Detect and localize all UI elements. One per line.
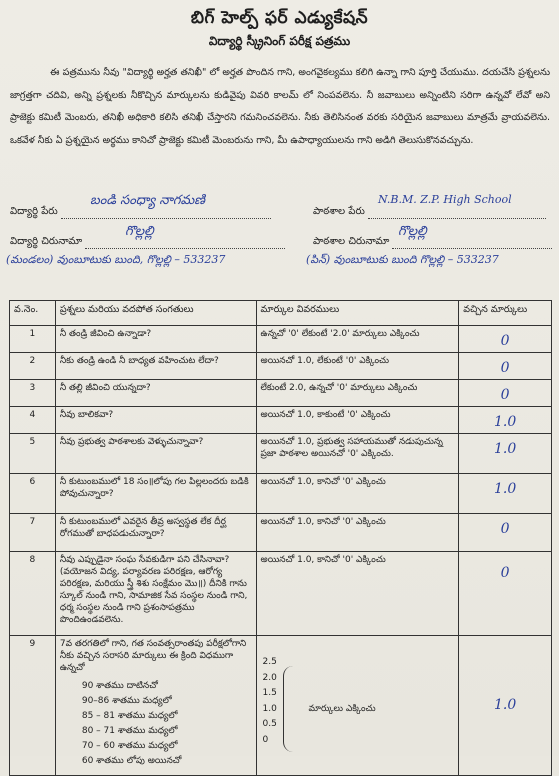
row-question: నీవు ప్రభుత్వ పాఠశాలకు వెళ్ళుచున్నావా?	[55, 434, 256, 474]
row-number: 5	[10, 434, 56, 474]
school-full-address[interactable]: (పిన్) వుంబూటుకు బుంది గొల్లల్లి – 533237	[306, 253, 499, 266]
mark-value: 2.0	[262, 672, 277, 683]
table-row	[10, 552, 552, 636]
row-marks-rule: అయినచో 1.0, లేకుంటే '0' ఎక్కించు	[256, 353, 459, 380]
row-score-cell[interactable]	[459, 407, 552, 434]
table-row	[10, 514, 552, 552]
row-marks-rule: అయినచో 1.0, కానిచో '0' ఎక్కించు	[256, 514, 459, 552]
student-full-address[interactable]: (మండలం) వుంబూటుకు బుంది, గొల్లల్లి – 533237	[6, 253, 226, 266]
school-name-value[interactable]: N.B.M. Z.P. High School	[378, 193, 512, 206]
row-score: 0	[500, 360, 510, 376]
table-row	[10, 407, 552, 434]
row-question-cell	[55, 636, 256, 776]
row-score-cell[interactable]	[459, 636, 552, 776]
school-name-line	[368, 206, 546, 219]
row-score-cell[interactable]	[459, 474, 552, 514]
range-item: 80 – 71 శాతము మధ్యలో	[81, 726, 178, 736]
row-question: నీవు ఎప్పుడైనా సంఘ సేవకుడిగా పని చేసినావా? (వయోజన విద్య, పర్యావరణ పరిరక్షణ, ఆరోగ్య పరిరక్షణ, మరియు స్త్రీ శిశు సంక్షేమం మొ॥) దీనికి గాను స్కూల్ నుండి గాని, సామాజిక సేవ సంస్థల నుండి గాని, ధర్మ సంస్థల నుండి గాని ప్రశంసాపత్రము పొందిఉండవలెను.	[55, 552, 256, 636]
col-header-question: ప్రశ్నలు మరియు వదపోత సంగతులు	[55, 301, 256, 326]
row-number: 2	[10, 353, 56, 380]
grouping-brace	[283, 666, 294, 752]
range-item: 85 – 81 శాతము మధ్యలో	[81, 711, 178, 721]
row-score-cell[interactable]	[459, 353, 552, 380]
row-score: 0	[500, 387, 510, 403]
form-subtitle: విద్యార్థి స్క్రీనింగ్ పరీక్ష పత్రము	[208, 34, 351, 48]
row-marks-rule: లేకుంటే 2.0, ఉన్నచో '0' మార్కులు ఎక్కించు	[256, 380, 459, 407]
row-marks-rule: అయినచో 1.0, ప్రభుత్వ సహాయముతో నడుపుచున్న ప్రజా పాఠశాల అయినచో '0' ఎక్కించు.	[256, 434, 459, 474]
table-row	[10, 353, 552, 380]
table-row	[10, 434, 552, 474]
full-address-line	[0, 247, 559, 277]
row-number: 7	[10, 514, 56, 552]
row-marks-rule: ఉన్నచో '0' లేకుంటే '2.0' మార్కులు ఎక్కించు	[256, 326, 459, 353]
range-item: 90 శాతము దాటినచో	[81, 681, 158, 691]
row-score: 1.0	[494, 481, 517, 497]
row-marks-rule: మార్కులు ఎక్కించు	[308, 704, 376, 714]
row-marks-rule-cell	[256, 636, 459, 776]
table-row	[10, 636, 552, 776]
row-marks-rule: అయినచో 1.0, కాకుంటే '0' ఎక్కించు	[256, 407, 459, 434]
table-header-row	[10, 301, 552, 326]
student-name-label: విద్యార్థి పేరు	[10, 206, 58, 217]
row-score-cell[interactable]	[459, 552, 552, 636]
instructions-paragraph: ఈ పత్రమును నీవు "విద్యార్థి అర్హత తనిఖీ" లో అర్హత పొందిన గాని, అంగవైకల్యము కలిగి ఉన్నా గాని పూర్తి చేయుము. దయచేసి ప్రశ్నలను జాగ్రత్తగా చదివి, అన్ని ప్రశ్నలకు నీకొచ్చిన మార్కులను కుడివైపు వివరి కాలమ్ లో నింపవలెను. నీ జవాబులు అన్నింటిని సరిగా ఉన్నవో లేవో అని ప్రాజెక్టు కమిటీ మెంబరు, తనిఖీ అధికారి కలిసి తనిఖీ చేస్తారని గమనించవలెను. నీకు తెలిసినంత వరకు సరియైన జవాబులు మాత్రమే వ్రాయవలెను. ఒకవేళ నీకు ఏ ప్రశ్నయైన అర్థము కానిచో ప్రాజెక్టు కమిటీ మెంబరును గాని, మీ ఉపాధ్యాయులను గాని అడిగి తెలుసుకొనవచ్చును.	[10, 67, 550, 146]
mark-value: 1.5	[262, 688, 277, 698]
table-row	[10, 380, 552, 407]
screening-questions-table	[9, 300, 552, 776]
row-number: 6	[10, 474, 56, 514]
col-header-marks-detail: మార్కుల వివరములు	[256, 301, 459, 326]
row-score-cell[interactable]	[459, 514, 552, 552]
school-name-row	[313, 205, 546, 219]
table-row	[10, 326, 552, 353]
row-number: 4	[10, 407, 56, 434]
row-question: నీకు తండ్రి ఉండి నీ బాధ్యత వహించుట లేదా?	[55, 353, 256, 380]
mark-value: 0	[262, 734, 269, 745]
school-address-value[interactable]: గొల్లల్లి	[398, 224, 427, 239]
student-name-value[interactable]: బండి సంధ్యా నాగమణి	[90, 193, 205, 208]
school-name-label: పాఠశాల పేరు	[313, 206, 365, 217]
row-question: నీ తండ్రి జీవించి ఉన్నాడా?	[55, 326, 256, 353]
row-score-cell[interactable]	[459, 326, 552, 353]
row-score: 0	[500, 333, 510, 349]
range-item: 60 శాతము లోపు అయినచో	[81, 756, 182, 766]
student-address-label: విద్యార్థి చిరునామా	[10, 236, 83, 247]
row-number: 8	[10, 552, 56, 636]
row-score-cell[interactable]	[459, 380, 552, 407]
row-question: 7వ తరగతిలో గాని, గత సంవత్సరాంతపు పరీక్షలోగాని నీకు వచ్చిన సరాసరి మార్కులు ఈ క్రింది విధముగా ఉన్నచో	[59, 639, 247, 673]
mark-value: 1.0	[262, 703, 277, 714]
col-header-number: వ.నెం.	[10, 301, 56, 326]
row-score: 1.0	[494, 441, 517, 457]
row-marks-rule: అయినచో 1.0, కానిచో '0' ఎక్కించు	[256, 474, 459, 514]
row-score: 1.0	[494, 414, 517, 430]
range-item: 90–86 శాతము మధ్యలో	[81, 696, 172, 706]
row-number: 1	[10, 326, 56, 353]
row-question: నీ తల్లి జీవించి యున్నదా?	[55, 380, 256, 407]
row-score: 0	[500, 521, 510, 537]
row-number: 9	[10, 636, 56, 776]
row-score-cell[interactable]	[459, 434, 552, 474]
row-marks-rule: అయినచో 1.0, కానిచో '0' ఎక్కించు	[256, 552, 459, 636]
row-question: నీ కుటుంబములో 18 సం॥లోపు గల పిల్లలందరు బడికి పోవుచున్నారా?	[55, 474, 256, 514]
row-number: 3	[10, 380, 56, 407]
range-item: 70 – 60 శాతము మధ్యలో	[81, 741, 178, 751]
table-row	[10, 474, 552, 514]
row-question: నీవు బాలికవా?	[55, 407, 256, 434]
row-question: నీ కుటుంబములో ఎవరైన తీవ్ర అస్వస్థత లేక దీర్ఘ రోగముతో బాధపడుచున్నారా?	[55, 514, 256, 552]
student-address-value[interactable]: గొల్లల్లి	[125, 224, 154, 239]
col-header-marks-obtained: వచ్చిన మార్కులు	[459, 301, 552, 326]
form-title: బిగ్ హెల్ప్ ఫర్ ఎడ్యుకేషన్	[190, 8, 369, 28]
school-address-label: పాఠశాల చిరునామా	[313, 236, 390, 247]
row-score: 0	[500, 565, 510, 581]
mark-value: 2.5	[262, 657, 277, 667]
row-score: 1.0	[494, 697, 517, 713]
mark-value: 0.5	[262, 719, 277, 729]
